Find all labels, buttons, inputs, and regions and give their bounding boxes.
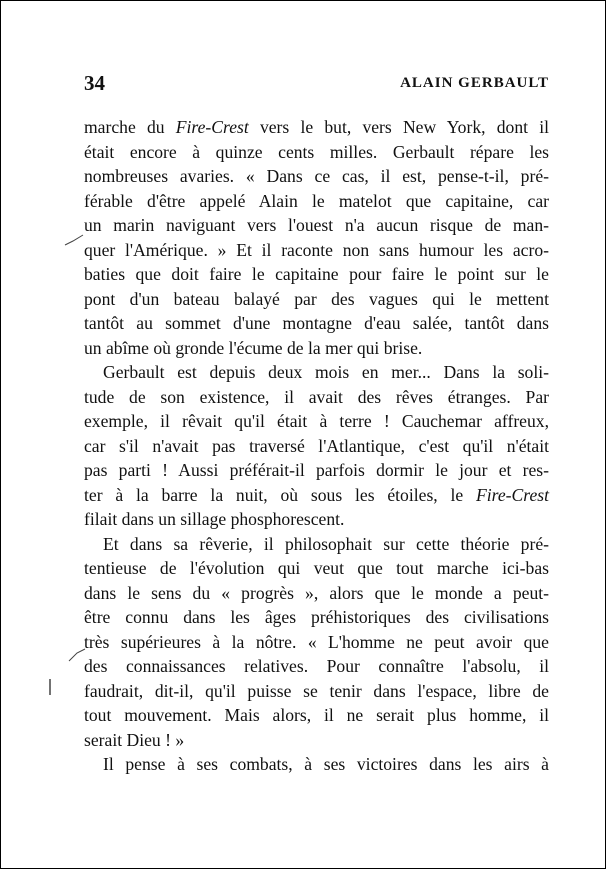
text-line: filait dans un sillage phosphorescent. xyxy=(84,509,345,529)
text-line: était encore à quinze cents milles. Gerbault répare les xyxy=(84,141,549,162)
text-line: serait Dieu ! » xyxy=(84,729,185,750)
pencil-mark-icon xyxy=(67,647,87,663)
pencil-mark-icon xyxy=(47,677,53,697)
body-text xyxy=(84,115,549,777)
text-line: pas parti ! Aussi préférait-il parfois dormir le jour et res- xyxy=(84,460,549,480)
text-line: quer l'Amérique. » Et il raconte non sans humour les acro- xyxy=(84,239,549,260)
text-line: exemple, il rêvait qu'il était à terre ! Cauchemar affreux, xyxy=(84,411,549,431)
text-line: un abîme où gronde l'écume de la mer qui brise. xyxy=(84,337,423,358)
text-line: des connaissances relatives. Pour connaître l'absolu, il xyxy=(84,656,549,676)
text-line: car s'il n'avait pas traversé l'Atlantique, c'est qu'il n'était xyxy=(84,435,549,456)
text-line: Et dans sa rêverie, il philosophait sur cette théorie pré- xyxy=(103,533,549,554)
text-line: tantôt au sommet d'une montagne d'eau salée, tantôt dans xyxy=(84,313,549,333)
text-line: Gerbault est depuis deux mois en mer... Dans la soli- xyxy=(103,362,549,382)
pencil-mark-icon xyxy=(63,233,85,251)
text-line: tout mouvement. Mais alors, il ne serait plus homme, il xyxy=(84,705,549,725)
text-line: baties que doit faire le capitaine pour faire le point sur le xyxy=(84,264,549,284)
text-line: pont d'un bateau balayé par des vagues qui le mettent xyxy=(84,288,549,309)
page-header xyxy=(84,71,549,95)
text-line: tude de son existence, il avait des rêves étranges. Par xyxy=(84,386,549,407)
text-line: très supérieures à la nôtre. « L'homme ne peut avoir que xyxy=(84,631,549,652)
text-line: un marin naviguant vers l'ouest n'a aucun risque de man- xyxy=(84,215,549,235)
text-line: Il pense à ses combats, à ses victoires dans les airs à xyxy=(103,754,549,774)
running-head: ALAIN GERBAULT xyxy=(400,75,549,91)
text-line: ter à la barre la nuit, où sous les étoiles, le Fire-Crest xyxy=(84,484,549,505)
text-line: nombreuses avaries. « Dans ce cas, il est, pense-t-il, pré- xyxy=(84,166,549,186)
text-line: dans le sens du « progrès », alors que le monde a peut- xyxy=(84,582,549,603)
page-number: 34 xyxy=(84,71,105,95)
text-line: faudrait, dit-il, qu'il puisse se tenir dans l'espace, libre de xyxy=(84,680,549,701)
text-line: férable d'être appelé Alain le matelot que capitaine, car xyxy=(84,190,549,211)
text-line: être connu dans les âges préhistoriques des civilisations xyxy=(84,607,549,627)
text-line: tentieuse de l'évolution qui veut que tout marche ici-bas xyxy=(84,558,549,578)
text-line: marche du Fire-Crest vers le but, vers New York, dont il xyxy=(84,117,549,137)
